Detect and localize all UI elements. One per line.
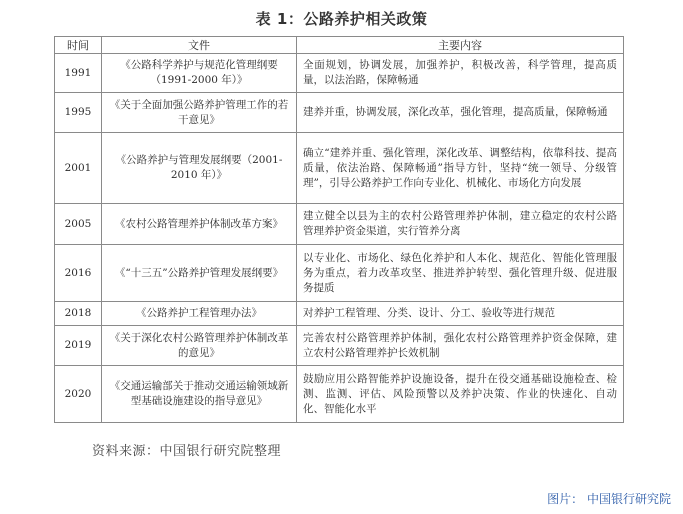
year-cell: 2001 bbox=[55, 133, 102, 204]
content-cell: 建养并重，协调发展，深化改革，强化管理，提高质量，保障畅通 bbox=[297, 93, 624, 133]
document-cell: 《农村公路管理养护体制改革方案》 bbox=[102, 204, 297, 245]
table-header-row bbox=[55, 37, 624, 54]
year-cell: 1991 bbox=[55, 54, 102, 93]
table-row bbox=[55, 302, 624, 326]
header-document: 文件 bbox=[102, 37, 297, 54]
content-cell: 完善农村公路管理养护体制，强化农村公路管理养护资金保障，建立农村公路管理养护长效机制 bbox=[297, 326, 624, 366]
year-cell: 2020 bbox=[55, 366, 102, 423]
content-cell: 以专业化、市场化、绿色化养护和人本化、规范化、智能化管理服务为重点，着力改革攻坚、推进养护转型、强化管理升级、促进服务提质 bbox=[297, 245, 624, 302]
table-row bbox=[55, 366, 624, 423]
table-row bbox=[55, 204, 624, 245]
header-year: 时间 bbox=[55, 37, 102, 54]
document-cell: 《公路养护与管理发展纲要（2001-2010 年）》 bbox=[102, 133, 297, 204]
table-row bbox=[55, 133, 624, 204]
table-row bbox=[55, 245, 624, 302]
table-title: 表 1：公路养护相关政策 bbox=[255, 10, 428, 28]
document-cell: 《关于深化农村公路管理养护体制改革的意见》 bbox=[102, 326, 297, 366]
policy-table bbox=[54, 36, 624, 423]
year-cell: 2018 bbox=[55, 302, 102, 326]
year-cell: 2016 bbox=[55, 245, 102, 302]
table-row bbox=[55, 93, 624, 133]
year-cell: 2019 bbox=[55, 326, 102, 366]
content-cell: 鼓励应用公路智能养护设施设备，提升在役交通基础设施检查、检测、监测、评估、风险预警以及养护决策、作业的快速化、自动化、智能化水平 bbox=[297, 366, 624, 423]
document-cell: 《关于全面加强公路养护管理工作的若干意见》 bbox=[102, 93, 297, 133]
document-cell: 《公路科学养护与规范化管理纲要（1991-2000 年）》 bbox=[102, 54, 297, 93]
image-credit: 图片： 中国银行研究院 bbox=[547, 492, 671, 506]
year-cell: 2005 bbox=[55, 204, 102, 245]
document-cell: 《交通运输部关于推动交通运输领域新型基础设施建设的指导意见》 bbox=[102, 366, 297, 423]
table-row bbox=[55, 54, 624, 93]
document-cell: 《“十三五”公路养护管理发展纲要》 bbox=[102, 245, 297, 302]
data-source-note: 资料来源：中国银行研究院整理 bbox=[92, 444, 282, 459]
header-content: 主要内容 bbox=[297, 37, 624, 54]
content-cell: 对养护工程管理、分类、设计、分工、验收等进行规范 bbox=[297, 302, 624, 326]
content-cell: 全面规划，协调发展，加强养护，积极改善，科学管理，提高质量，以法治路，保障畅通 bbox=[297, 54, 624, 93]
year-cell: 1995 bbox=[55, 93, 102, 133]
content-cell: 确立“建养并重、强化管理，深化改革、调整结构，依靠科技、提高质量，依法治路、保障畅通”指导方针，坚持“统一领导、分级管理”，引导公路养护工作向专业化、机械化、市场化方向发展 bbox=[297, 133, 624, 204]
content-cell: 建立健全以县为主的农村公路管理养护体制，建立稳定的农村公路管理养护资金渠道，实行管养分离 bbox=[297, 204, 624, 245]
document-cell: 《公路养护工程管理办法》 bbox=[102, 302, 297, 326]
table-row bbox=[55, 326, 624, 366]
